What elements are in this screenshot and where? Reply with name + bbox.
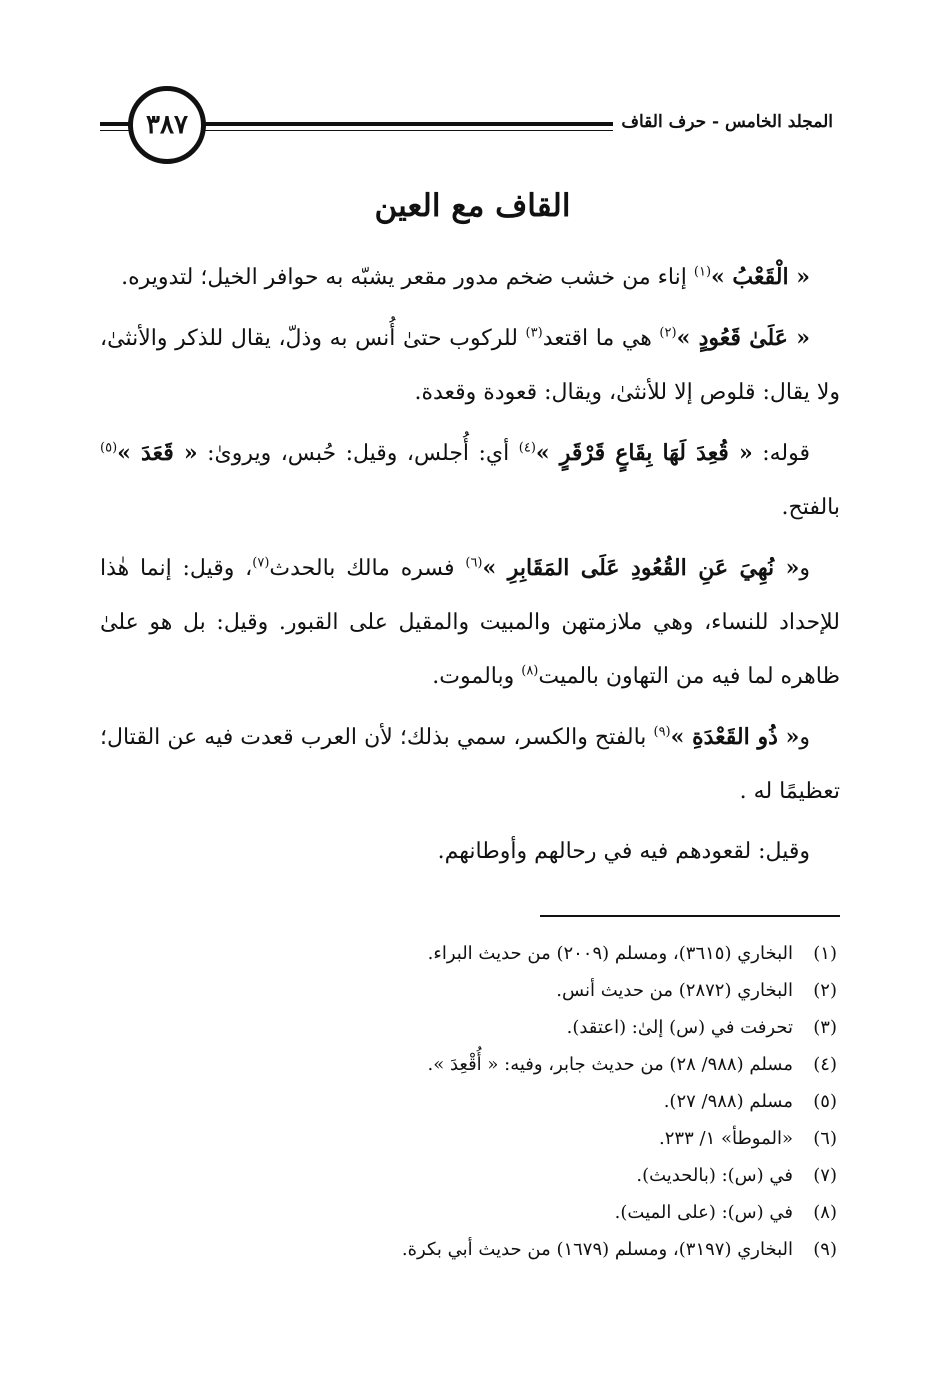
footnotes [217, 935, 837, 1268]
footnote-number: (٣) [813, 1017, 837, 1038]
entry-text: فسره مالك بالحدث [269, 556, 466, 581]
running-head: المجلد الخامس - حرف القاف [613, 112, 841, 132]
entry-paragraph [100, 250, 840, 305]
entry-text: وقيل: لقعودهم فيه في رحالهم وأوطانهم. [437, 839, 810, 864]
page-number-circle [128, 86, 206, 164]
footnote-number: (٤) [813, 1054, 837, 1075]
lemma: « نُهِيَ عَنِ القُعُودِ عَلَى المَقَابِرِ » [482, 555, 800, 581]
footnote-ref: (٤) [518, 440, 536, 456]
lemma: « قُعِدَ لَهَا بِقَاعٍ قَرْقَرٍ » [535, 440, 753, 466]
footnote-ref: (١) [693, 264, 712, 280]
footnote-number: (٥) [813, 1091, 837, 1112]
footnote [217, 1083, 837, 1120]
entry-paragraph [100, 825, 840, 879]
footnote-separator [540, 915, 840, 917]
entry-paragraph [100, 426, 840, 535]
footnote-text: «الموطأ» ١/ ٢٣٣. [659, 1128, 793, 1149]
footnote-text: البخاري (٣١٩٧)، ومسلم (١٦٧٩) من حديث أبي بكرة. [401, 1239, 793, 1260]
footnote-number: (٦) [813, 1128, 837, 1149]
lemma: « الْقَعْبُ » [711, 264, 810, 290]
entry-text: للركوب حتىٰ أُنس به وذلّ، يقال للذكر والأنثىٰ، ولا يقال: قلوص إلا للأنثىٰ، ويقال: قعودة وقعدة. [100, 326, 840, 405]
footnote [217, 935, 837, 972]
entry-text: إناء من خشب ضخم مدور مقعر يشبّه به حوافر الخيل؛ لتدويره. [121, 265, 694, 290]
footnote-number: (٧) [813, 1165, 837, 1186]
footnote-text: البخاري (٢٨٧٢) من حديث أنس. [556, 980, 793, 1001]
footnote-ref: (٥) [100, 440, 118, 456]
page-header [0, 86, 945, 168]
footnote-ref: (٨) [521, 663, 539, 679]
footnote-ref: (٧) [252, 555, 270, 571]
footnote-text: في (س): (بالحديث). [636, 1165, 793, 1186]
body-text [100, 250, 840, 885]
entry-text: هي ما اقتعد [542, 326, 660, 351]
footnote-ref: (٦) [465, 555, 483, 571]
footnote [217, 1194, 837, 1231]
footnote [217, 1046, 837, 1083]
footnote-number: (١) [813, 943, 837, 964]
section-title: القاف مع العين [374, 188, 571, 224]
entry-text: وبالموت. [432, 664, 522, 689]
entry-text: بالفتح والكسر، سمي بذلك؛ لأن العرب قعدت فيه عن القتال؛ تعظيمًا له . [100, 725, 840, 804]
footnote [217, 1009, 837, 1046]
footnote-text: في (س): (على الميت). [614, 1202, 793, 1223]
footnote-number: (٨) [813, 1202, 837, 1223]
entry-prefix: و [799, 725, 811, 750]
entry-paragraph [100, 710, 840, 819]
entry-prefix: قوله: [752, 441, 811, 466]
footnote-ref: (٩) [653, 724, 671, 740]
entry-text: ، وقيل: إنما هٰذا للإحداد للنساء، وهي ملازمتهن والمبيت والمقيل على القبور. وقيل: بل هو علىٰ ظاهره لما فيه من التهاون بالميت [100, 556, 840, 689]
footnote-number: (٩) [813, 1239, 837, 1260]
footnote-text: البخاري (٣٦١٥)، ومسلم (٢٠٠٩) من حديث البراء. [427, 943, 793, 964]
entry-prefix: و [799, 556, 810, 581]
lemma-variant: « قَعَدَ » [117, 440, 198, 466]
lemma: « ذُو القَعْدَةِ » [670, 724, 800, 750]
page-number: ٣٨٧ [146, 110, 188, 140]
footnote-text: مسلم (٩٨٨/ ٢٧). [663, 1091, 793, 1112]
entry-paragraph [100, 541, 840, 704]
entry-paragraph [100, 311, 840, 420]
footnote-number: (٢) [813, 980, 837, 1001]
footnote [217, 1231, 837, 1268]
footnote [217, 972, 837, 1009]
footnote-text: مسلم (٩٨٨/ ٢٨) من حديث جابر، وفيه: « أُقْعِدَ ». [427, 1054, 793, 1075]
lemma: « عَلَىٰ قَعُودٍ » [676, 325, 810, 351]
footnote [217, 1157, 837, 1194]
footnote-text: تحرفت في (س) إلىٰ: (اعتقد). [566, 1017, 793, 1038]
footnote-ref: (٣) [525, 325, 543, 341]
entry-text: بالفتح. [781, 495, 840, 520]
footnote-ref: (٢) [659, 325, 677, 341]
entry-text: أي: أُجلس، وقيل: حُبس، ويروىٰ: [197, 441, 519, 466]
footnote [217, 1120, 837, 1157]
